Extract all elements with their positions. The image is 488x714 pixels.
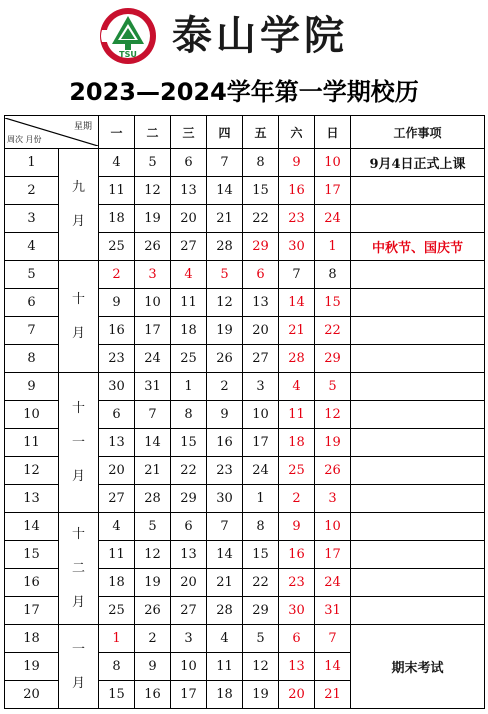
day-cell: 31 xyxy=(135,373,171,401)
day-cell: 3 xyxy=(171,625,207,653)
work-note: 9月4日正式上课 xyxy=(351,149,485,177)
week-number: 12 xyxy=(5,457,59,485)
day-cell: 17 xyxy=(171,681,207,709)
week-number: 6 xyxy=(5,289,59,317)
day-cell: 17 xyxy=(315,177,351,205)
month-label xyxy=(59,149,99,261)
day-cell: 5 xyxy=(135,513,171,541)
day-cell: 5 xyxy=(135,149,171,177)
day-cell: 5 xyxy=(315,373,351,401)
work-note xyxy=(351,345,485,373)
day-cell: 27 xyxy=(171,233,207,261)
work-note xyxy=(351,457,485,485)
calendar-table xyxy=(4,115,485,709)
day-cell: 19 xyxy=(135,569,171,597)
corner-week-month-label: 周次 月份 xyxy=(7,135,42,144)
day-cell: 22 xyxy=(171,457,207,485)
week-number: 2 xyxy=(5,177,59,205)
week-number: 11 xyxy=(5,429,59,457)
day-cell: 25 xyxy=(279,457,315,485)
work-note xyxy=(351,485,485,513)
day-cell: 30 xyxy=(279,597,315,625)
day-cell: 4 xyxy=(279,373,315,401)
day-cell: 25 xyxy=(99,597,135,625)
day-cell: 22 xyxy=(243,205,279,233)
day-cell: 2 xyxy=(207,373,243,401)
day-cell: 20 xyxy=(171,205,207,233)
day-cell: 28 xyxy=(207,233,243,261)
day-cell: 26 xyxy=(135,233,171,261)
day-cell: 23 xyxy=(207,457,243,485)
day-cell: 19 xyxy=(207,317,243,345)
day-cell: 8 xyxy=(315,261,351,289)
month-char: 九 xyxy=(71,179,85,195)
day-cell: 24 xyxy=(315,205,351,233)
day-cell: 21 xyxy=(207,569,243,597)
day-cell: 8 xyxy=(243,513,279,541)
week-number: 4 xyxy=(5,233,59,261)
day-cell: 6 xyxy=(99,401,135,429)
day-cell: 1 xyxy=(315,233,351,261)
month-char: 月 xyxy=(71,468,85,484)
day-cell: 13 xyxy=(279,653,315,681)
weekday-header: 三 xyxy=(171,116,207,149)
month-char: 月 xyxy=(71,675,85,691)
day-cell: 17 xyxy=(135,317,171,345)
day-cell: 17 xyxy=(243,429,279,457)
day-cell: 16 xyxy=(207,429,243,457)
school-name: 泰山学院 xyxy=(172,12,348,59)
day-cell: 4 xyxy=(207,625,243,653)
page-title: 2023—2024学年第一学期校历 xyxy=(69,78,419,106)
day-cell: 22 xyxy=(315,317,351,345)
day-cell: 23 xyxy=(279,569,315,597)
day-cell: 15 xyxy=(243,177,279,205)
day-cell: 18 xyxy=(99,569,135,597)
day-cell: 21 xyxy=(315,681,351,709)
work-note xyxy=(351,401,485,429)
month-label xyxy=(59,373,99,513)
day-cell: 17 xyxy=(315,541,351,569)
month-char: 二 xyxy=(71,560,85,576)
day-cell: 15 xyxy=(315,289,351,317)
notes-header: 工作事项 xyxy=(351,116,485,149)
day-cell: 13 xyxy=(171,541,207,569)
week-number: 20 xyxy=(5,681,59,709)
day-cell: 30 xyxy=(207,485,243,513)
day-cell: 24 xyxy=(315,569,351,597)
day-cell: 26 xyxy=(315,457,351,485)
work-note xyxy=(351,513,485,541)
work-note xyxy=(351,289,485,317)
day-cell: 10 xyxy=(315,513,351,541)
day-cell: 15 xyxy=(99,681,135,709)
day-cell: 14 xyxy=(207,541,243,569)
week-number: 13 xyxy=(5,485,59,513)
week-number: 15 xyxy=(5,541,59,569)
day-cell: 5 xyxy=(243,625,279,653)
month-char: 十 xyxy=(71,526,85,542)
week-row xyxy=(5,373,485,401)
week-number: 8 xyxy=(5,345,59,373)
day-cell: 7 xyxy=(207,513,243,541)
day-cell: 22 xyxy=(243,569,279,597)
day-cell: 24 xyxy=(135,345,171,373)
day-cell: 7 xyxy=(315,625,351,653)
month-char: 月 xyxy=(71,594,85,610)
day-cell: 1 xyxy=(99,625,135,653)
day-cell: 15 xyxy=(171,429,207,457)
day-cell: 20 xyxy=(171,569,207,597)
day-cell: 13 xyxy=(99,429,135,457)
week-number: 7 xyxy=(5,317,59,345)
day-cell: 2 xyxy=(135,625,171,653)
day-cell: 11 xyxy=(99,541,135,569)
day-cell: 13 xyxy=(171,177,207,205)
month-char: 月 xyxy=(71,213,85,229)
day-cell: 30 xyxy=(279,233,315,261)
work-note xyxy=(351,261,485,289)
day-cell: 1 xyxy=(171,373,207,401)
day-cell: 2 xyxy=(99,261,135,289)
month-char: 一 xyxy=(71,641,85,657)
week-number: 17 xyxy=(5,597,59,625)
day-cell: 9 xyxy=(279,149,315,177)
day-cell: 14 xyxy=(207,177,243,205)
day-cell: 9 xyxy=(99,289,135,317)
day-cell: 29 xyxy=(243,233,279,261)
week-number: 3 xyxy=(5,205,59,233)
day-cell: 18 xyxy=(171,317,207,345)
work-note xyxy=(351,569,485,597)
work-note: 中秋节、国庆节 xyxy=(351,233,485,261)
day-cell: 16 xyxy=(279,177,315,205)
day-cell: 3 xyxy=(315,485,351,513)
day-cell: 14 xyxy=(279,289,315,317)
day-cell: 11 xyxy=(279,401,315,429)
day-cell: 12 xyxy=(315,401,351,429)
corner-weekday-label: 星期 xyxy=(73,122,92,132)
day-cell: 10 xyxy=(171,653,207,681)
day-cell: 24 xyxy=(243,457,279,485)
day-cell: 28 xyxy=(135,485,171,513)
weekday-header: 六 xyxy=(279,116,315,149)
day-cell: 6 xyxy=(243,261,279,289)
week-number: 5 xyxy=(5,261,59,289)
day-cell: 13 xyxy=(243,289,279,317)
day-cell: 16 xyxy=(135,681,171,709)
month-char: 一 xyxy=(71,434,85,450)
work-note xyxy=(351,177,485,205)
day-cell: 18 xyxy=(207,681,243,709)
day-cell: 9 xyxy=(279,513,315,541)
day-cell: 20 xyxy=(99,457,135,485)
day-cell: 14 xyxy=(135,429,171,457)
day-cell: 26 xyxy=(135,597,171,625)
day-cell: 18 xyxy=(279,429,315,457)
day-cell: 3 xyxy=(135,261,171,289)
week-number: 9 xyxy=(5,373,59,401)
day-cell: 23 xyxy=(99,345,135,373)
weekday-header: 五 xyxy=(243,116,279,149)
weekday-header: 一 xyxy=(99,116,135,149)
day-cell: 18 xyxy=(99,205,135,233)
day-cell: 16 xyxy=(99,317,135,345)
day-cell: 27 xyxy=(171,597,207,625)
school-logo-icon xyxy=(98,6,158,66)
day-cell: 29 xyxy=(171,485,207,513)
day-cell: 23 xyxy=(279,205,315,233)
day-cell: 8 xyxy=(99,653,135,681)
day-cell: 29 xyxy=(315,345,351,373)
day-cell: 3 xyxy=(243,373,279,401)
day-cell: 7 xyxy=(135,401,171,429)
day-cell: 31 xyxy=(315,597,351,625)
day-cell: 11 xyxy=(207,653,243,681)
day-cell: 21 xyxy=(207,205,243,233)
exam-note: 期末考试 xyxy=(351,625,485,709)
day-cell: 5 xyxy=(207,261,243,289)
day-cell: 20 xyxy=(243,317,279,345)
day-cell: 12 xyxy=(135,541,171,569)
day-cell: 19 xyxy=(315,429,351,457)
week-number: 16 xyxy=(5,569,59,597)
table-header-row xyxy=(5,116,485,149)
day-cell: 30 xyxy=(99,373,135,401)
day-cell: 9 xyxy=(207,401,243,429)
day-cell: 9 xyxy=(135,653,171,681)
day-cell: 28 xyxy=(207,597,243,625)
work-note xyxy=(351,317,485,345)
day-cell: 4 xyxy=(99,513,135,541)
day-cell: 12 xyxy=(135,177,171,205)
day-cell: 29 xyxy=(243,597,279,625)
day-cell: 21 xyxy=(135,457,171,485)
day-cell: 6 xyxy=(279,625,315,653)
day-cell: 27 xyxy=(243,345,279,373)
day-cell: 10 xyxy=(315,149,351,177)
week-number: 10 xyxy=(5,401,59,429)
day-cell: 8 xyxy=(243,149,279,177)
weekday-header: 日 xyxy=(315,116,351,149)
work-note xyxy=(351,373,485,401)
day-cell: 16 xyxy=(279,541,315,569)
day-cell: 10 xyxy=(135,289,171,317)
week-row xyxy=(5,625,485,653)
day-cell: 11 xyxy=(99,177,135,205)
day-cell: 1 xyxy=(243,485,279,513)
day-cell: 8 xyxy=(171,401,207,429)
week-row xyxy=(5,149,485,177)
day-cell: 2 xyxy=(279,485,315,513)
day-cell: 6 xyxy=(171,149,207,177)
day-cell: 4 xyxy=(171,261,207,289)
corner-cell xyxy=(5,116,99,149)
week-row xyxy=(5,261,485,289)
day-cell: 10 xyxy=(243,401,279,429)
month-label xyxy=(59,625,99,709)
week-row xyxy=(5,513,485,541)
month-char: 十 xyxy=(71,400,85,416)
month-label xyxy=(59,261,99,373)
header xyxy=(0,0,488,72)
work-note xyxy=(351,205,485,233)
day-cell: 11 xyxy=(171,289,207,317)
month-label xyxy=(59,513,99,625)
week-number: 1 xyxy=(5,149,59,177)
week-number: 14 xyxy=(5,513,59,541)
work-note xyxy=(351,597,485,625)
day-cell: 27 xyxy=(99,485,135,513)
day-cell: 6 xyxy=(171,513,207,541)
day-cell: 25 xyxy=(99,233,135,261)
week-number: 19 xyxy=(5,653,59,681)
weekday-header: 四 xyxy=(207,116,243,149)
day-cell: 12 xyxy=(243,653,279,681)
day-cell: 26 xyxy=(207,345,243,373)
day-cell: 21 xyxy=(279,317,315,345)
day-cell: 19 xyxy=(135,205,171,233)
day-cell: 28 xyxy=(279,345,315,373)
day-cell: 20 xyxy=(279,681,315,709)
day-cell: 19 xyxy=(243,681,279,709)
day-cell: 12 xyxy=(207,289,243,317)
work-note xyxy=(351,541,485,569)
day-cell: 25 xyxy=(171,345,207,373)
work-note xyxy=(351,429,485,457)
day-cell: 14 xyxy=(315,653,351,681)
day-cell: 7 xyxy=(279,261,315,289)
svg-text:TSU: TSU xyxy=(119,50,137,59)
month-char: 月 xyxy=(71,325,85,341)
month-char: 十 xyxy=(71,291,85,307)
week-number: 18 xyxy=(5,625,59,653)
day-cell: 7 xyxy=(207,149,243,177)
weekday-header: 二 xyxy=(135,116,171,149)
day-cell: 15 xyxy=(243,541,279,569)
day-cell: 4 xyxy=(99,149,135,177)
